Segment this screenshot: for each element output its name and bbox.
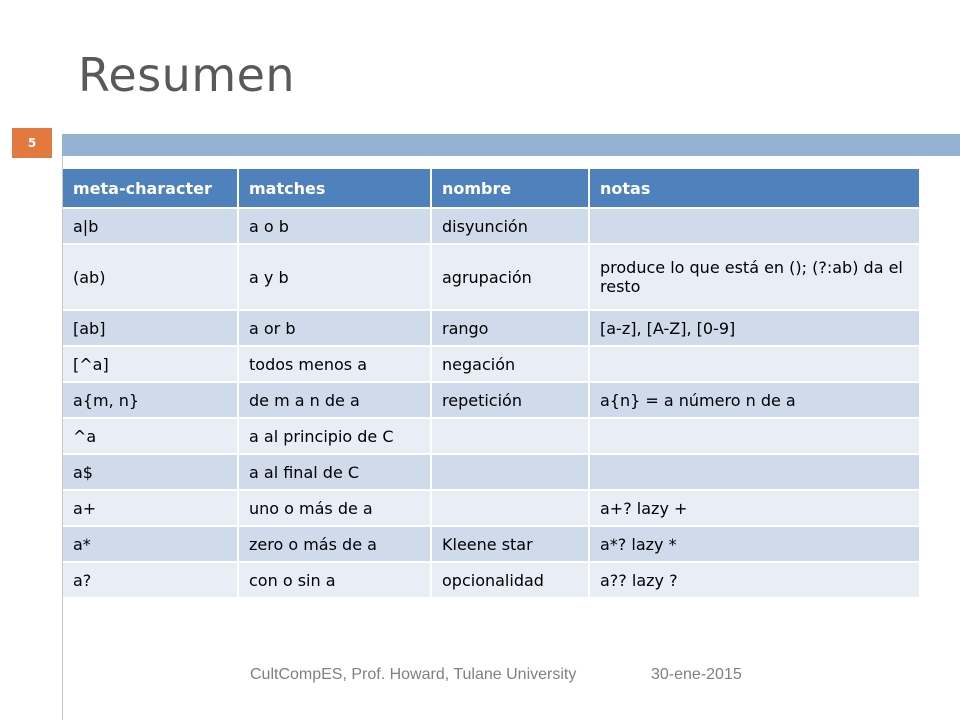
- column-header: notas: [589, 169, 920, 208]
- table-cell: negación: [431, 346, 589, 382]
- table-cell: produce lo que está en (); (?:ab) da el resto: [589, 244, 920, 310]
- slide-title: Resumen: [78, 48, 296, 102]
- column-header: nombre: [431, 169, 589, 208]
- table-cell: a+? lazy +: [589, 490, 920, 526]
- table-cell: a or b: [238, 310, 431, 346]
- table-cell: rango: [431, 310, 589, 346]
- table-cell: a*: [63, 526, 238, 562]
- table-cell: a?: [63, 562, 238, 598]
- table-cell: zero o más de a: [238, 526, 431, 562]
- table-cell: [ab]: [63, 310, 238, 346]
- table-cell: opcionalidad: [431, 562, 589, 598]
- table-cell: (ab): [63, 244, 238, 310]
- table-cell: a*? lazy *: [589, 526, 920, 562]
- table-cell: [a-z], [A-Z], [0-9]: [589, 310, 920, 346]
- table-cell: Kleene star: [431, 526, 589, 562]
- table-cell: de m a n de a: [238, 382, 431, 418]
- table-cell: a+: [63, 490, 238, 526]
- table-cell: agrupación: [431, 244, 589, 310]
- regex-summary-table: [63, 169, 921, 599]
- table-row: [63, 346, 920, 382]
- table-row: [63, 562, 920, 598]
- table-cell: [589, 418, 920, 454]
- table-cell: ^a: [63, 418, 238, 454]
- table-cell: disyunción: [431, 208, 589, 244]
- table-cell: [431, 454, 589, 490]
- table-cell: a$: [63, 454, 238, 490]
- table-row: [63, 418, 920, 454]
- table-cell: a{n} = a número n de a: [589, 382, 920, 418]
- table-row: [63, 526, 920, 562]
- footer-course-info: CultCompES, Prof. Howard, Tulane University: [250, 666, 577, 683]
- table-cell: a al principio de C: [238, 418, 431, 454]
- table-cell: a y b: [238, 244, 431, 310]
- table-row: [63, 244, 920, 310]
- table-cell: a{m, n}: [63, 382, 238, 418]
- table-cell: con o sin a: [238, 562, 431, 598]
- column-header: meta-character: [63, 169, 238, 208]
- table-cell: a o b: [238, 208, 431, 244]
- column-header: matches: [238, 169, 431, 208]
- table-cell: a al final de C: [238, 454, 431, 490]
- slide-number: 5: [12, 128, 52, 158]
- table-row: [63, 382, 920, 418]
- table-row: [63, 454, 920, 490]
- table-cell: [431, 490, 589, 526]
- table-cell: [431, 418, 589, 454]
- table-cell: a?? lazy ?: [589, 562, 920, 598]
- table-cell: [589, 346, 920, 382]
- table-cell: repetición: [431, 382, 589, 418]
- table-cell: [589, 454, 920, 490]
- header-bar: [62, 134, 960, 156]
- footer-date: 30-ene-2015: [651, 666, 742, 683]
- table-cell: [589, 208, 920, 244]
- table-cell: uno o más de a: [238, 490, 431, 526]
- table-cell: [^a]: [63, 346, 238, 382]
- table-row: [63, 208, 920, 244]
- table-row: [63, 310, 920, 346]
- table-cell: a|b: [63, 208, 238, 244]
- table-row: [63, 490, 920, 526]
- table-header-row: [63, 169, 920, 208]
- table-cell: todos menos a: [238, 346, 431, 382]
